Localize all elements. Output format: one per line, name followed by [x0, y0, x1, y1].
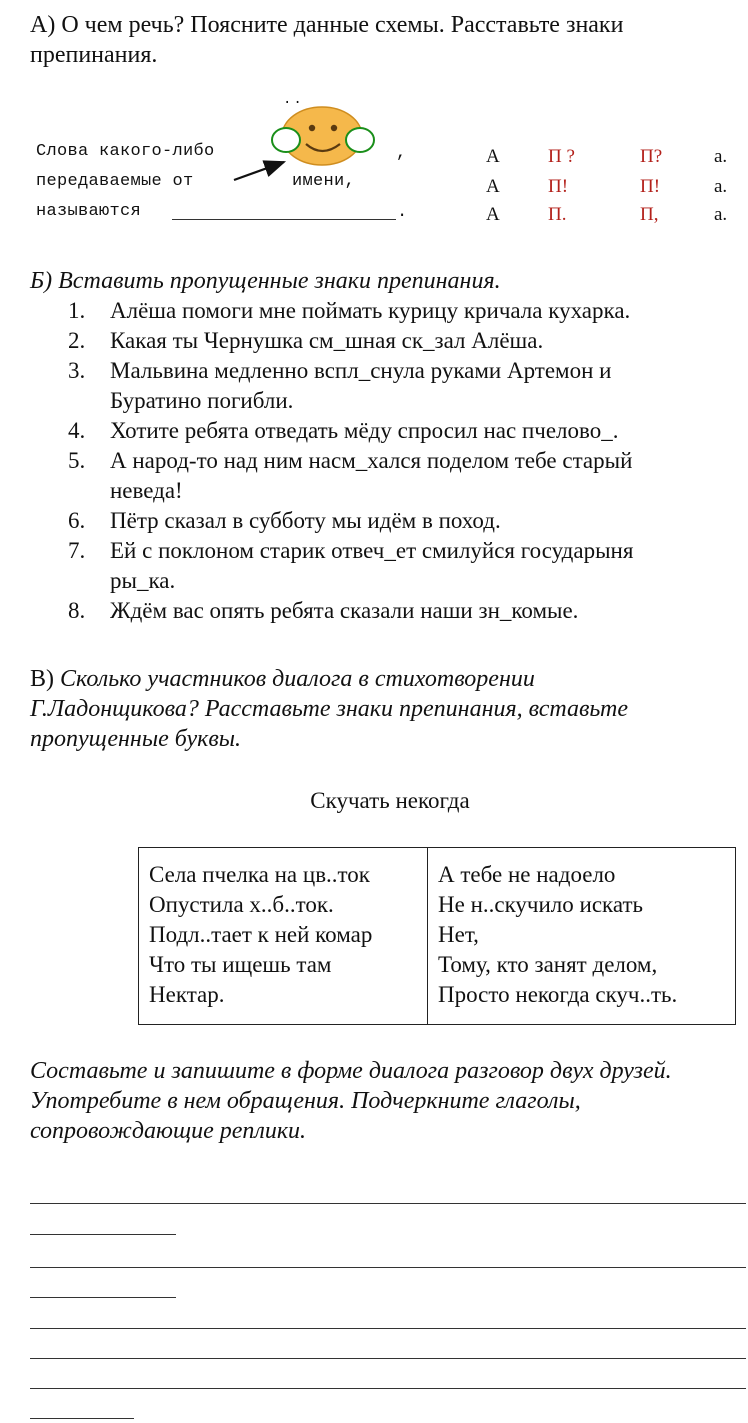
item-text: Мальвина медленно вспл_снула руками Артемон и [110, 358, 612, 383]
item-text-continued: неведа! [110, 478, 183, 503]
item-number: 6. [68, 508, 86, 533]
answer-line[interactable] [30, 1358, 746, 1359]
poem-line: Нет, [438, 922, 479, 947]
list-item [0, 446, 748, 506]
section-v-heading-text: Сколько участников диалога в стихотворении [60, 666, 535, 692]
scheme-line2-left: передаваемые от [36, 172, 194, 191]
item-text: Какая ты Чернушка см_шная ск_зал Алёша. [110, 328, 544, 353]
poem-line: Не н..скучило искать [438, 892, 644, 917]
poem-table [138, 847, 736, 1025]
pattern-3-a: А [486, 204, 500, 225]
scheme-line1: Слова какого-либо [36, 142, 215, 161]
item-text-continued: ры_ка. [110, 568, 176, 593]
item-text-continued: Буратино погибли. [110, 388, 294, 413]
scheme-line2-right: имени, [292, 172, 356, 191]
section-v-heading-line1 [30, 664, 740, 694]
answer-line[interactable] [30, 1418, 134, 1419]
answer-line[interactable] [30, 1328, 746, 1329]
section-a-heading [30, 10, 730, 70]
scheme-line3: называются [36, 202, 142, 221]
pattern-3-end: а. [714, 204, 728, 225]
poem-line: Нектар. [149, 982, 225, 1007]
pattern-3-p2: П, [640, 204, 659, 225]
list-item [0, 506, 748, 536]
item-text: Алёша помоги мне поймать курицу кричала кухарка. [110, 298, 631, 323]
section-b-heading: Б) Вставить пропущенные знаки препинания. [30, 268, 501, 294]
poem-right-column [428, 848, 736, 1025]
pattern-1-p2: П? [640, 146, 663, 167]
list-item [0, 326, 748, 356]
pattern-1-p1: П ? [548, 146, 575, 167]
item-number: 7. [68, 538, 86, 563]
item-text: Пётр сказал в субботу мы идём в поход. [110, 508, 501, 533]
task-line3: сопровождающие реплики. [30, 1118, 307, 1144]
poem-line: Села пчелка на цв..ток [149, 862, 370, 887]
list-item [0, 536, 748, 596]
poem-line: Подл..тает к ней комар [149, 922, 373, 947]
poem-title: Скучать некогда [310, 788, 470, 813]
item-number: 4. [68, 418, 86, 443]
item-number: 3. [68, 358, 86, 383]
pattern-1-a: А [486, 146, 500, 167]
answer-line[interactable] [30, 1297, 176, 1298]
task-instructions [30, 1056, 746, 1146]
poem-line: А тебе не надоело [438, 862, 616, 887]
smiley-face-icon [228, 100, 398, 190]
item-text: А народ-то над ним насм_хался поделом тебе старый [110, 448, 633, 473]
answer-line[interactable] [30, 1234, 176, 1235]
answer-blank-line [172, 219, 396, 220]
item-number: 1. [68, 298, 86, 323]
poem-line: Просто некогда скуч..ть. [438, 982, 678, 1007]
poem-line: Что ты ищешь там [149, 952, 332, 977]
pattern-2-a: А [486, 176, 500, 197]
exercise-list [0, 296, 748, 626]
answer-line[interactable] [30, 1388, 746, 1389]
pattern-2-p2: П! [640, 176, 661, 197]
section-v-heading-line2: Г.Ладонщикова? Расставьте знаки препинания, вставьте [30, 696, 629, 722]
pattern-2-p1: П! [548, 176, 569, 197]
task-line2: Употребите в нем обращения. Подчеркните глаголы, [30, 1088, 581, 1114]
section-v-heading [30, 664, 740, 754]
scheme-dots: .. [283, 92, 304, 108]
list-item [0, 296, 748, 326]
answer-line[interactable] [30, 1203, 746, 1204]
item-text: Хотите ребята отведать мёду спросил нас пчелово_. [110, 418, 619, 443]
section-v-heading-line3: пропущенные буквы. [30, 726, 242, 752]
list-item [0, 356, 748, 416]
item-text: Ждём вас опять ребята сказали наши зн_комые. [110, 598, 579, 623]
poem-line: Тому, кто занят делом, [438, 952, 658, 977]
poem-line: Опустила х..б..ток. [149, 892, 334, 917]
answer-line[interactable] [30, 1267, 746, 1268]
poem-left-column [139, 848, 428, 1025]
section-a-heading-line1: А) О чем речь? Поясните данные схемы. Расставьте знаки [30, 12, 624, 38]
list-item [0, 596, 748, 626]
pattern-3-p1: П. [548, 204, 567, 225]
list-item [0, 416, 748, 446]
pattern-1-end: а. [714, 146, 728, 167]
scheme-period: . [397, 203, 408, 222]
task-line1: Составьте и запишите в форме диалога разговор двух друзей. [30, 1058, 672, 1084]
scheme-comma: , [396, 144, 407, 163]
pattern-2-end: а. [714, 176, 728, 197]
item-number: 2. [68, 328, 86, 353]
section-a-heading-line2: препинания. [30, 42, 158, 68]
item-text: Ей с поклоном старик отвеч_ет смилуйся государыня [110, 538, 634, 563]
item-number: 5. [68, 448, 86, 473]
item-number: 8. [68, 598, 86, 623]
section-v-prefix: В) [30, 666, 60, 692]
